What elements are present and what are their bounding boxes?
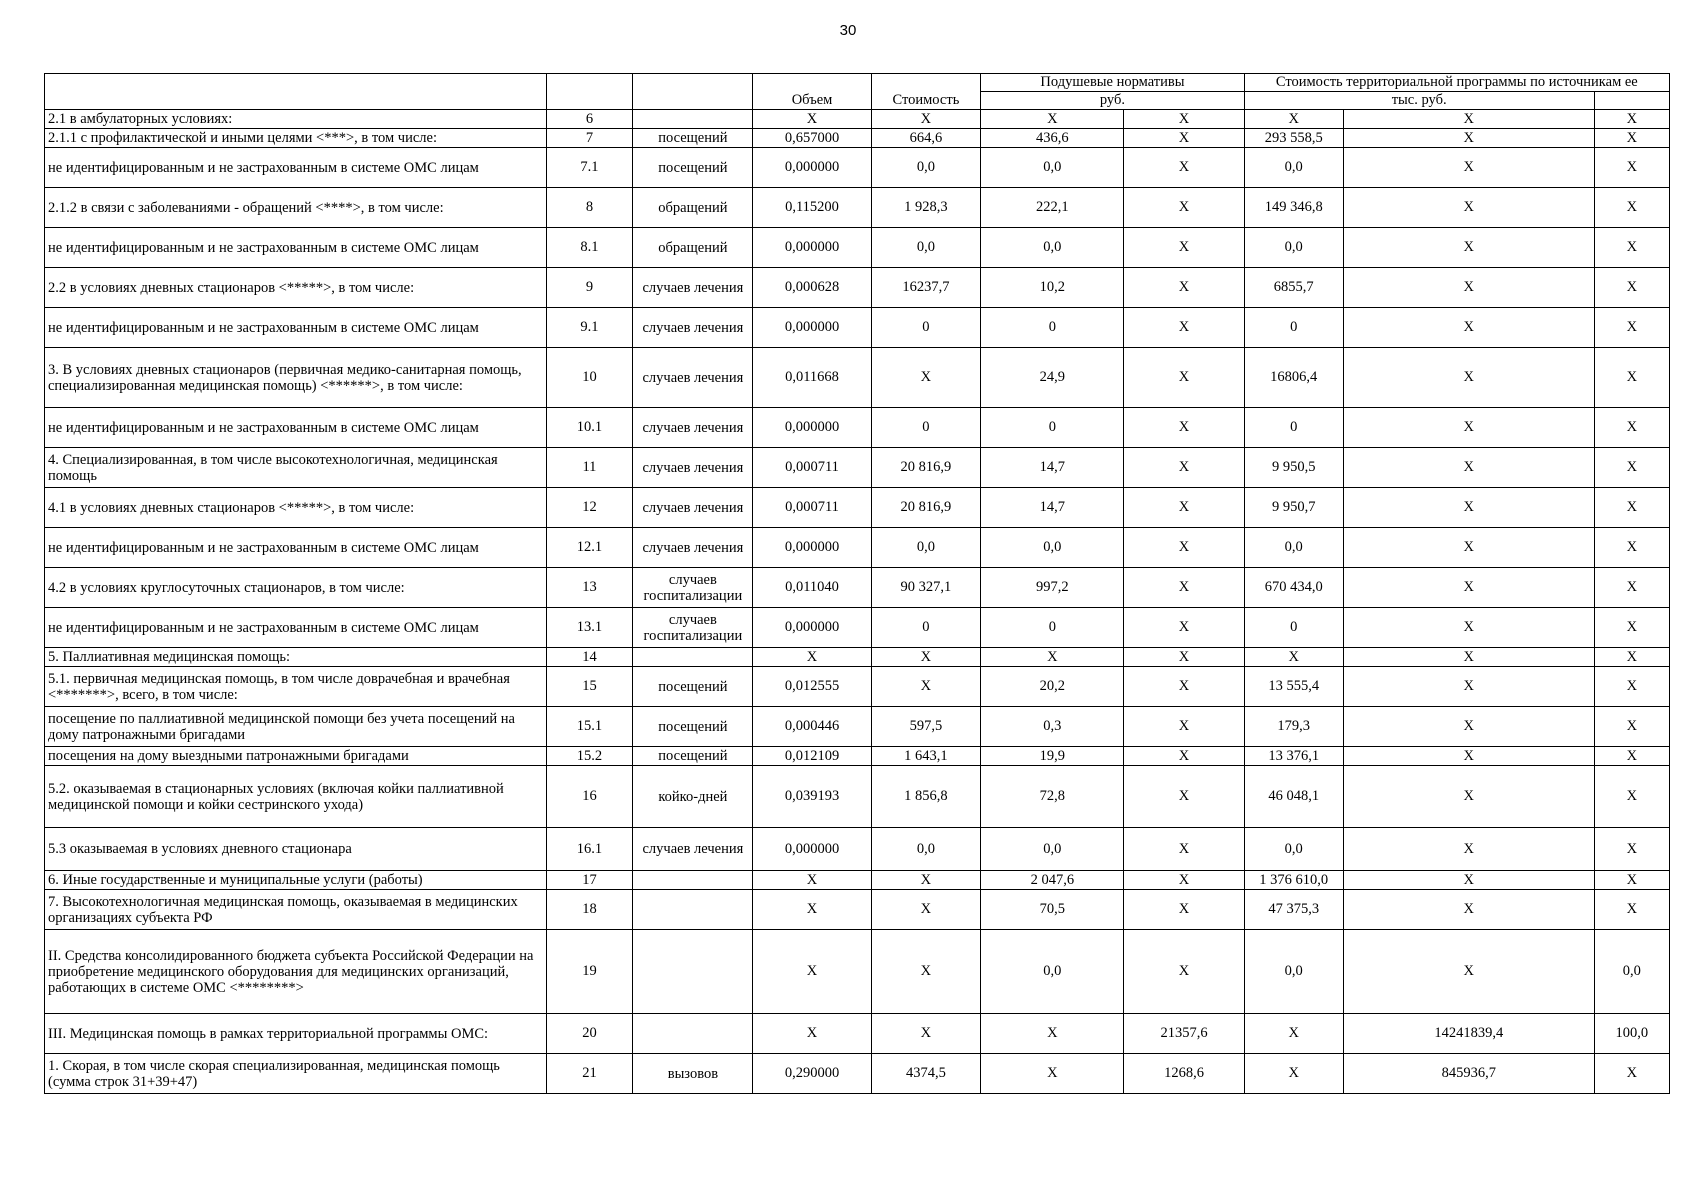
volume-cell: 0,000446 xyxy=(753,707,871,747)
cost-cell: X xyxy=(871,871,981,890)
volume-cell: X xyxy=(753,890,871,930)
table-row xyxy=(45,828,1670,871)
table-row xyxy=(45,228,1670,268)
per-capita-b-cell: 1268,6 xyxy=(1124,1054,1244,1094)
territorial-a-cell: 13 555,4 xyxy=(1244,667,1343,707)
volume-cell: 0,000000 xyxy=(753,528,871,568)
per-capita-b-cell: X xyxy=(1124,488,1244,528)
per-capita-b-cell: X xyxy=(1124,188,1244,228)
territorial-b-cell: X xyxy=(1343,348,1594,408)
territorial-c-cell: X xyxy=(1594,747,1669,766)
header-row-top xyxy=(45,74,1670,92)
row-name-cell: не идентифицированным и не застрахованным в системе ОМС лицам xyxy=(45,228,547,268)
volume-cell: X xyxy=(753,1014,871,1054)
table-row xyxy=(45,648,1670,667)
cost-cell: 664,6 xyxy=(871,129,981,148)
per-capita-a-cell: X xyxy=(981,648,1124,667)
budget-table xyxy=(44,73,1670,1094)
row-number-cell: 15.2 xyxy=(546,747,633,766)
table-row xyxy=(45,930,1670,1014)
table-row xyxy=(45,766,1670,828)
per-capita-a-cell: 0 xyxy=(981,408,1124,448)
territorial-c-cell: X xyxy=(1594,890,1669,930)
row-name-cell: 4.1 в условиях дневных стационаров <*****>, в том числе: xyxy=(45,488,547,528)
header-territorial-extra xyxy=(1594,92,1669,110)
territorial-c-cell: X xyxy=(1594,268,1669,308)
per-capita-b-cell: X xyxy=(1124,568,1244,608)
row-number-cell: 13 xyxy=(546,568,633,608)
row-number-cell: 15 xyxy=(546,667,633,707)
territorial-a-cell: 13 376,1 xyxy=(1244,747,1343,766)
territorial-a-cell: 670 434,0 xyxy=(1244,568,1343,608)
unit-cell: посещений xyxy=(633,129,753,148)
row-number-cell: 14 xyxy=(546,648,633,667)
row-number-cell: 18 xyxy=(546,890,633,930)
territorial-b-cell: X xyxy=(1343,890,1594,930)
territorial-a-cell: 9 950,7 xyxy=(1244,488,1343,528)
territorial-c-cell: X xyxy=(1594,448,1669,488)
table-row xyxy=(45,308,1670,348)
cost-cell: 0 xyxy=(871,608,981,648)
cost-cell: 0,0 xyxy=(871,528,981,568)
territorial-b-cell: X xyxy=(1343,408,1594,448)
territorial-c-cell: X xyxy=(1594,408,1669,448)
row-number-cell: 8.1 xyxy=(546,228,633,268)
volume-cell: 0,000000 xyxy=(753,828,871,871)
volume-cell: 0,039193 xyxy=(753,766,871,828)
territorial-b-cell: X xyxy=(1343,930,1594,1014)
unit-cell: случаев лечения xyxy=(633,828,753,871)
unit-cell: случаев лечения xyxy=(633,268,753,308)
row-name-cell: 5. Паллиативная медицинская помощь: xyxy=(45,648,547,667)
per-capita-a-cell: 2 047,6 xyxy=(981,871,1124,890)
unit-cell: случаев лечения xyxy=(633,308,753,348)
territorial-b-cell: X xyxy=(1343,648,1594,667)
territorial-b-cell: X xyxy=(1343,188,1594,228)
volume-cell: 0,000628 xyxy=(753,268,871,308)
row-name-cell: 2.2 в условиях дневных стационаров <*****>, в том числе: xyxy=(45,268,547,308)
unit-cell xyxy=(633,110,753,129)
territorial-a-cell: 0,0 xyxy=(1244,930,1343,1014)
per-capita-b-cell: X xyxy=(1124,871,1244,890)
territorial-c-cell: X xyxy=(1594,667,1669,707)
territorial-b-cell: X xyxy=(1343,268,1594,308)
per-capita-b-cell: X xyxy=(1124,667,1244,707)
row-name-cell: III. Медицинская помощь в рамках территориальной программы ОМС: xyxy=(45,1014,547,1054)
territorial-b-cell: X xyxy=(1343,871,1594,890)
territorial-b-cell: X xyxy=(1343,448,1594,488)
territorial-c-cell: X xyxy=(1594,1054,1669,1094)
unit-cell: посещений xyxy=(633,667,753,707)
unit-cell: обращений xyxy=(633,188,753,228)
territorial-a-cell: 0,0 xyxy=(1244,148,1343,188)
territorial-a-cell: 0,0 xyxy=(1244,828,1343,871)
per-capita-a-cell: X xyxy=(981,1014,1124,1054)
territorial-b-cell: X xyxy=(1343,766,1594,828)
volume-cell: 0,011668 xyxy=(753,348,871,408)
territorial-c-cell: X xyxy=(1594,568,1669,608)
per-capita-a-cell: 0,0 xyxy=(981,828,1124,871)
territorial-a-cell: 0,0 xyxy=(1244,228,1343,268)
per-capita-a-cell: 70,5 xyxy=(981,890,1124,930)
territorial-a-cell: 149 346,8 xyxy=(1244,188,1343,228)
territorial-a-cell: 0 xyxy=(1244,308,1343,348)
table-row xyxy=(45,568,1670,608)
row-number-cell: 17 xyxy=(546,871,633,890)
per-capita-b-cell: X xyxy=(1124,528,1244,568)
cost-cell: 1 643,1 xyxy=(871,747,981,766)
cost-cell: 597,5 xyxy=(871,707,981,747)
per-capita-b-cell: X xyxy=(1124,448,1244,488)
per-capita-a-cell: 0,0 xyxy=(981,228,1124,268)
row-name-cell: 4.2 в условиях круглосуточных стационаров, в том числе: xyxy=(45,568,547,608)
per-capita-b-cell: X xyxy=(1124,608,1244,648)
table-row xyxy=(45,1014,1670,1054)
cost-cell: X xyxy=(871,110,981,129)
per-capita-b-cell: 21357,6 xyxy=(1124,1014,1244,1054)
per-capita-b-cell: X xyxy=(1124,348,1244,408)
volume-cell: X xyxy=(753,648,871,667)
per-capita-a-cell: 0,0 xyxy=(981,148,1124,188)
territorial-a-cell: X xyxy=(1244,1054,1343,1094)
header-unit-cell xyxy=(633,74,753,110)
row-number-cell: 20 xyxy=(546,1014,633,1054)
territorial-c-cell: 100,0 xyxy=(1594,1014,1669,1054)
territorial-a-cell: X xyxy=(1244,1014,1343,1054)
cost-cell: X xyxy=(871,1014,981,1054)
volume-cell: 0,290000 xyxy=(753,1054,871,1094)
row-name-cell: 2.1.2 в связи с заболеваниями - обращений <****>, в том числе: xyxy=(45,188,547,228)
row-number-cell: 6 xyxy=(546,110,633,129)
cost-cell: 0 xyxy=(871,408,981,448)
per-capita-b-cell: X xyxy=(1124,930,1244,1014)
per-capita-a-cell: 0 xyxy=(981,608,1124,648)
per-capita-a-cell: 10,2 xyxy=(981,268,1124,308)
territorial-b-cell: X xyxy=(1343,707,1594,747)
cost-cell: X xyxy=(871,667,981,707)
territorial-a-cell: X xyxy=(1244,110,1343,129)
row-name-cell: 2.1.1 с профилактической и иными целями <***>, в том числе: xyxy=(45,129,547,148)
row-name-cell: не идентифицированным и не застрахованным в системе ОМС лицам xyxy=(45,608,547,648)
header-row-number-cell xyxy=(546,74,633,110)
per-capita-a-cell: 20,2 xyxy=(981,667,1124,707)
territorial-b-cell: X xyxy=(1343,148,1594,188)
table-row xyxy=(45,608,1670,648)
territorial-b-cell: X xyxy=(1343,828,1594,871)
territorial-a-cell: 0,0 xyxy=(1244,528,1343,568)
cost-cell: X xyxy=(871,648,981,667)
per-capita-b-cell: X xyxy=(1124,110,1244,129)
per-capita-a-cell: 0,0 xyxy=(981,528,1124,568)
unit-cell: случаев лечения xyxy=(633,348,753,408)
per-capita-a-cell: 436,6 xyxy=(981,129,1124,148)
territorial-c-cell: X xyxy=(1594,707,1669,747)
territorial-a-cell: 179,3 xyxy=(1244,707,1343,747)
header-volume: Объем xyxy=(753,74,871,110)
unit-cell: случаев лечения xyxy=(633,448,753,488)
per-capita-b-cell: X xyxy=(1124,308,1244,348)
territorial-c-cell: X xyxy=(1594,528,1669,568)
row-name-cell: 5.3 оказываемая в условиях дневного стационара xyxy=(45,828,547,871)
territorial-c-cell: X xyxy=(1594,110,1669,129)
row-name-cell: посещения на дому выездными патронажными бригадами xyxy=(45,747,547,766)
per-capita-b-cell: X xyxy=(1124,890,1244,930)
table-row xyxy=(45,448,1670,488)
cost-cell: X xyxy=(871,890,981,930)
row-number-cell: 9 xyxy=(546,268,633,308)
territorial-c-cell: X xyxy=(1594,828,1669,871)
row-number-cell: 16.1 xyxy=(546,828,633,871)
per-capita-b-cell: X xyxy=(1124,747,1244,766)
header-cost: Стоимость xyxy=(871,74,981,110)
unit-cell xyxy=(633,871,753,890)
territorial-b-cell: 845936,7 xyxy=(1343,1054,1594,1094)
territorial-b-cell: X xyxy=(1343,308,1594,348)
volume-cell: X xyxy=(753,110,871,129)
row-name-cell: не идентифицированным и не застрахованным в системе ОМС лицам xyxy=(45,308,547,348)
territorial-c-cell: X xyxy=(1594,608,1669,648)
volume-cell: 0,011040 xyxy=(753,568,871,608)
row-name-cell: 7. Высокотехнологичная медицинская помощь, оказываемая в медицинских организациях субъекта РФ xyxy=(45,890,547,930)
territorial-c-cell: X xyxy=(1594,348,1669,408)
row-name-cell: 5.2. оказываемая в стационарных условиях (включая койки паллиативной медицинской помощи и койки сестринского ухода) xyxy=(45,766,547,828)
row-name-cell: 3. В условиях дневных стационаров (первичная медико-санитарная помощь, специализированная медицинская помощь) <******>, в том числе: xyxy=(45,348,547,408)
territorial-b-cell: X xyxy=(1343,228,1594,268)
territorial-b-cell: X xyxy=(1343,608,1594,648)
cost-cell: X xyxy=(871,930,981,1014)
header-per-capita: Подушевые нормативы xyxy=(981,74,1244,92)
unit-cell: койко-дней xyxy=(633,766,753,828)
unit-cell: посещений xyxy=(633,707,753,747)
territorial-c-cell: X xyxy=(1594,766,1669,828)
territorial-c-cell: X xyxy=(1594,228,1669,268)
row-name-cell: 2.1 в амбулаторных условиях: xyxy=(45,110,547,129)
per-capita-b-cell: X xyxy=(1124,129,1244,148)
table-body xyxy=(45,74,1670,1094)
per-capita-a-cell: 19,9 xyxy=(981,747,1124,766)
volume-cell: 0,012109 xyxy=(753,747,871,766)
per-capita-a-cell: 72,8 xyxy=(981,766,1124,828)
cost-cell: 0,0 xyxy=(871,228,981,268)
territorial-c-cell: X xyxy=(1594,148,1669,188)
header-name-cell xyxy=(45,74,547,110)
cost-cell: X xyxy=(871,348,981,408)
table-row xyxy=(45,348,1670,408)
per-capita-b-cell: X xyxy=(1124,828,1244,871)
per-capita-a-cell: X xyxy=(981,1054,1124,1094)
table-row xyxy=(45,667,1670,707)
territorial-a-cell: 6855,7 xyxy=(1244,268,1343,308)
unit-cell xyxy=(633,890,753,930)
cost-cell: 4374,5 xyxy=(871,1054,981,1094)
per-capita-b-cell: X xyxy=(1124,408,1244,448)
cost-cell: 90 327,1 xyxy=(871,568,981,608)
territorial-b-cell: X xyxy=(1343,667,1594,707)
per-capita-b-cell: X xyxy=(1124,707,1244,747)
per-capita-b-cell: X xyxy=(1124,766,1244,828)
volume-cell: 0,000000 xyxy=(753,608,871,648)
territorial-c-cell: X xyxy=(1594,488,1669,528)
cost-cell: 0,0 xyxy=(871,828,981,871)
row-name-cell: 4. Специализированная, в том числе высокотехнологичная, медицинская помощь xyxy=(45,448,547,488)
per-capita-a-cell: 0,3 xyxy=(981,707,1124,747)
table-row xyxy=(45,528,1670,568)
unit-cell xyxy=(633,648,753,667)
page-number: 30 xyxy=(839,22,857,39)
unit-cell: вызовов xyxy=(633,1054,753,1094)
table-row xyxy=(45,129,1670,148)
territorial-a-cell: 9 950,5 xyxy=(1244,448,1343,488)
row-number-cell: 16 xyxy=(546,766,633,828)
per-capita-a-cell: 0 xyxy=(981,308,1124,348)
territorial-b-cell: X xyxy=(1343,129,1594,148)
row-name-cell: не идентифицированным и не застрахованным в системе ОМС лицам xyxy=(45,528,547,568)
row-number-cell: 12 xyxy=(546,488,633,528)
volume-cell: 0,657000 xyxy=(753,129,871,148)
per-capita-a-cell: 24,9 xyxy=(981,348,1124,408)
unit-cell: посещений xyxy=(633,148,753,188)
cost-cell: 20 816,9 xyxy=(871,488,981,528)
territorial-b-cell: 14241839,4 xyxy=(1343,1014,1594,1054)
table-row xyxy=(45,890,1670,930)
row-name-cell: 6. Иные государственные и муниципальные услуги (работы) xyxy=(45,871,547,890)
unit-cell xyxy=(633,1014,753,1054)
territorial-c-cell: X xyxy=(1594,308,1669,348)
volume-cell: 0,000711 xyxy=(753,488,871,528)
row-number-cell: 10 xyxy=(546,348,633,408)
table-row xyxy=(45,747,1670,766)
unit-cell: случаев лечения xyxy=(633,528,753,568)
per-capita-a-cell: X xyxy=(981,110,1124,129)
table-row xyxy=(45,110,1670,129)
row-name-cell: 1. Скорая, в том числе скорая специализированная, медицинская помощь (сумма строк 31+39+47) xyxy=(45,1054,547,1094)
per-capita-a-cell: 0,0 xyxy=(981,930,1124,1014)
per-capita-b-cell: X xyxy=(1124,228,1244,268)
row-name-cell: посещение по паллиативной медицинской помощи без учета посещений на дому патронажными бригадами xyxy=(45,707,547,747)
per-capita-a-cell: 14,7 xyxy=(981,448,1124,488)
volume-cell: 0,000000 xyxy=(753,228,871,268)
volume-cell: X xyxy=(753,871,871,890)
volume-cell: X xyxy=(753,930,871,1014)
row-number-cell: 7 xyxy=(546,129,633,148)
territorial-a-cell: 0 xyxy=(1244,408,1343,448)
per-capita-b-cell: X xyxy=(1124,648,1244,667)
table-row xyxy=(45,488,1670,528)
territorial-a-cell: 46 048,1 xyxy=(1244,766,1343,828)
unit-cell: обращений xyxy=(633,228,753,268)
territorial-c-cell: X xyxy=(1594,648,1669,667)
unit-cell: случаев госпитализации xyxy=(633,608,753,648)
row-number-cell: 9.1 xyxy=(546,308,633,348)
volume-cell: 0,012555 xyxy=(753,667,871,707)
table-row xyxy=(45,188,1670,228)
per-capita-a-cell: 997,2 xyxy=(981,568,1124,608)
row-number-cell: 8 xyxy=(546,188,633,228)
territorial-b-cell: X xyxy=(1343,488,1594,528)
row-number-cell: 13.1 xyxy=(546,608,633,648)
territorial-b-cell: X xyxy=(1343,528,1594,568)
table-row xyxy=(45,268,1670,308)
row-name-cell: не идентифицированным и не застрахованным в системе ОМС лицам xyxy=(45,148,547,188)
row-number-cell: 7.1 xyxy=(546,148,633,188)
table-row xyxy=(45,1054,1670,1094)
row-name-cell: не идентифицированным и не застрахованным в системе ОМС лицам xyxy=(45,408,547,448)
unit-cell: случаев лечения xyxy=(633,408,753,448)
territorial-c-cell: X xyxy=(1594,129,1669,148)
row-number-cell: 11 xyxy=(546,448,633,488)
volume-cell: 0,000000 xyxy=(753,148,871,188)
volume-cell: 0,115200 xyxy=(753,188,871,228)
row-number-cell: 10.1 xyxy=(546,408,633,448)
territorial-b-cell: X xyxy=(1343,110,1594,129)
territorial-c-cell: 0,0 xyxy=(1594,930,1669,1014)
volume-cell: 0,000000 xyxy=(753,408,871,448)
territorial-c-cell: X xyxy=(1594,871,1669,890)
territorial-a-cell: 16806,4 xyxy=(1244,348,1343,408)
table-row xyxy=(45,707,1670,747)
per-capita-b-cell: X xyxy=(1124,268,1244,308)
cost-cell: 20 816,9 xyxy=(871,448,981,488)
header-territorial-unit: тыс. руб. xyxy=(1244,92,1594,110)
unit-cell: посещений xyxy=(633,747,753,766)
volume-cell: 0,000711 xyxy=(753,448,871,488)
territorial-a-cell: X xyxy=(1244,648,1343,667)
table-row xyxy=(45,148,1670,188)
per-capita-b-cell: X xyxy=(1124,148,1244,188)
cost-cell: 16237,7 xyxy=(871,268,981,308)
territorial-c-cell: X xyxy=(1594,188,1669,228)
volume-cell: 0,000000 xyxy=(753,308,871,348)
row-number-cell: 21 xyxy=(546,1054,633,1094)
per-capita-a-cell: 14,7 xyxy=(981,488,1124,528)
per-capita-a-cell: 222,1 xyxy=(981,188,1124,228)
cost-cell: 1 928,3 xyxy=(871,188,981,228)
row-name-cell: 5.1. первичная медицинская помощь, в том числе доврачебная и врачебная <*******>, всего, в том числе: xyxy=(45,667,547,707)
territorial-b-cell: X xyxy=(1343,568,1594,608)
row-number-cell: 12.1 xyxy=(546,528,633,568)
cost-cell: 1 856,8 xyxy=(871,766,981,828)
unit-cell: случаев лечения xyxy=(633,488,753,528)
header-territorial-cost: Стоимость территориальной программы по источникам ее xyxy=(1244,74,1669,92)
row-number-cell: 19 xyxy=(546,930,633,1014)
territorial-b-cell: X xyxy=(1343,747,1594,766)
table-row xyxy=(45,871,1670,890)
territorial-a-cell: 47 375,3 xyxy=(1244,890,1343,930)
cost-cell: 0,0 xyxy=(871,148,981,188)
header-per-capita-unit: руб. xyxy=(981,92,1244,110)
cost-cell: 0 xyxy=(871,308,981,348)
row-name-cell: II. Средства консолидированного бюджета субъекта Российской Федерации на приобретение медицинского оборудования для медицинских организаций, работающих в системе ОМС <********> xyxy=(45,930,547,1014)
row-number-cell: 15.1 xyxy=(546,707,633,747)
territorial-a-cell: 1 376 610,0 xyxy=(1244,871,1343,890)
territorial-a-cell: 0 xyxy=(1244,608,1343,648)
table-row xyxy=(45,408,1670,448)
territorial-a-cell: 293 558,5 xyxy=(1244,129,1343,148)
unit-cell: случаев госпитализации xyxy=(633,568,753,608)
unit-cell xyxy=(633,930,753,1014)
